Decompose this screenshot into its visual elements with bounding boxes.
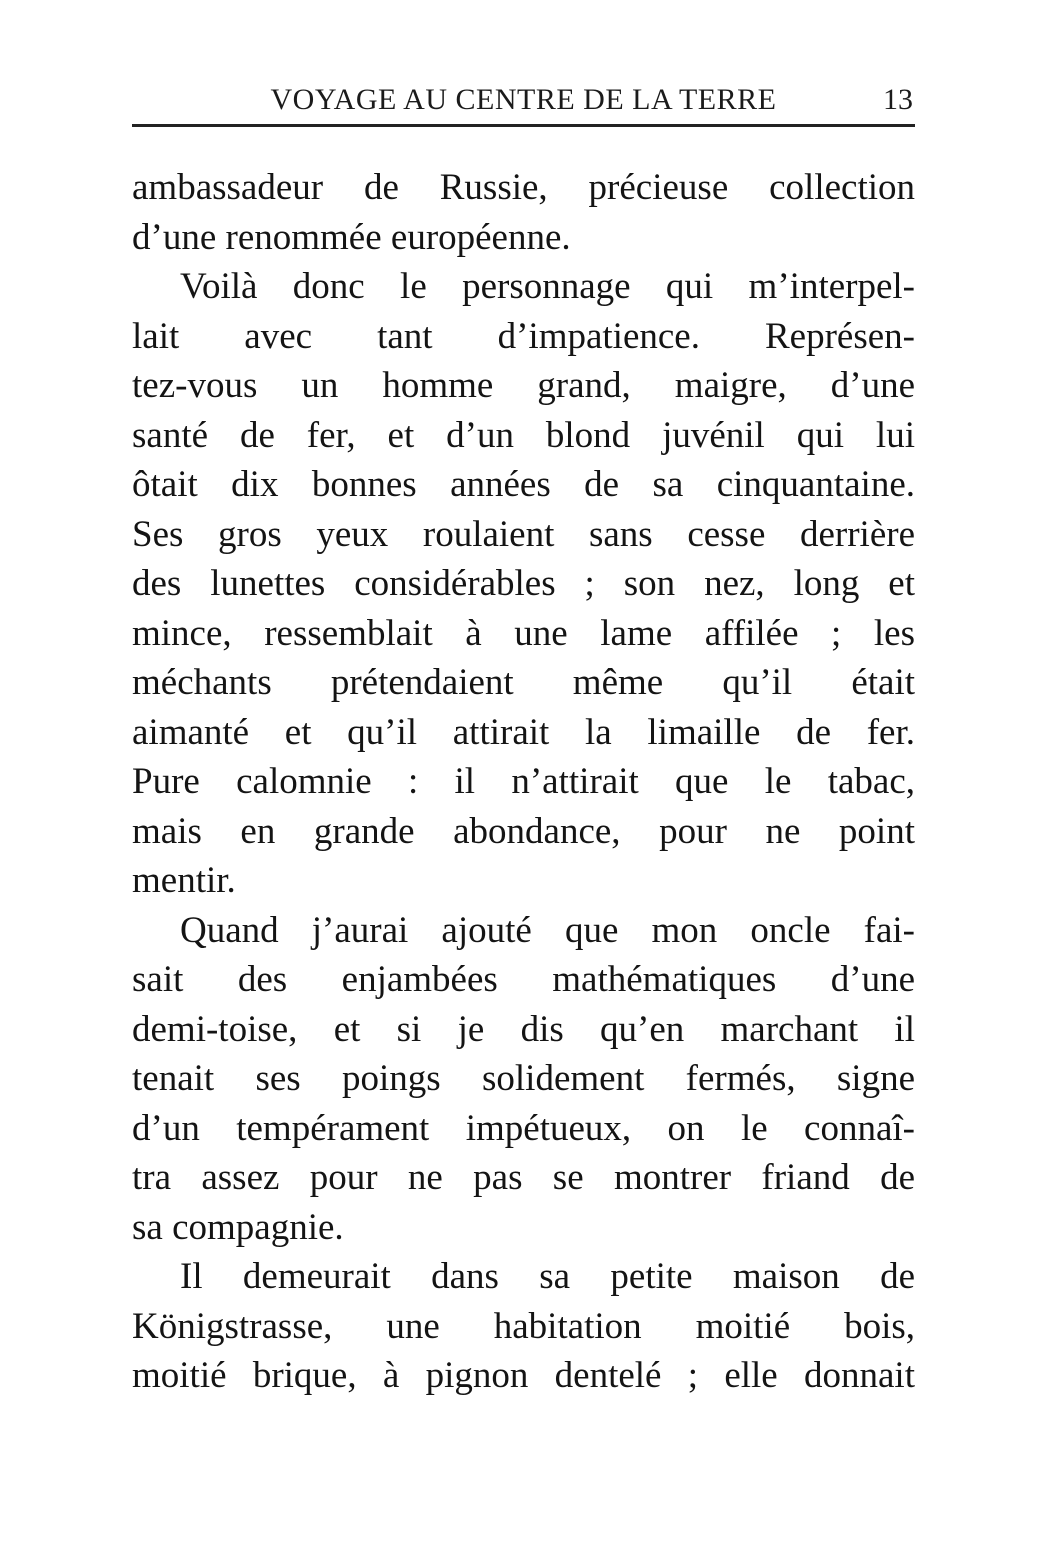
text-line: Pure calomnie : il n’attirait que le tabac, — [132, 761, 915, 802]
page-number: 13 — [883, 83, 913, 116]
text-line: mais en grande abondance, pour ne point — [132, 810, 915, 852]
text-line: sait des enjambées mathématiques d’une — [132, 959, 915, 1000]
text-line: mentir. — [132, 860, 236, 901]
text-line: Voilà donc le personnage qui m’interpel- — [180, 266, 915, 307]
text-line: Quand j’aurai ajouté que mon oncle fai- — [180, 909, 915, 951]
page-body — [132, 163, 915, 1401]
text-line: mince, ressemblait à une lame affilée ; les — [132, 612, 915, 654]
text-line: santé de fer, et d’un blond juvénil qui lui — [132, 414, 915, 456]
page-header — [132, 85, 915, 119]
running-title: VOYAGE AU CENTRE DE LA TERRE — [270, 83, 777, 116]
text-line: méchants prétendaient même qu’il était — [132, 662, 915, 703]
text-line: Ses gros yeux roulaient sans cesse derrière — [132, 513, 915, 555]
text-line: sa compagnie. — [132, 1206, 344, 1248]
text-line: Königstrasse, une habitation moitié bois, — [132, 1305, 915, 1347]
text-line: aimanté et qu’il attirait la limaille de fer. — [132, 711, 915, 753]
text-line: tenait ses poings solidement fermés, signe — [132, 1058, 915, 1099]
text-line: des lunettes considérables ; son nez, long et — [132, 563, 915, 604]
text-line: tra assez pour ne pas se montrer friand de — [132, 1157, 915, 1198]
header-rule — [132, 124, 915, 127]
text-line: lait avec tant d’impatience. Représen- — [132, 315, 915, 357]
text-line: demi-toise, et si je dis qu’en marchant il — [132, 1008, 915, 1050]
text-line: ambassadeur de Russie, précieuse collection — [132, 167, 915, 208]
text-line: d’un tempérament impétueux, on le connaî- — [132, 1107, 915, 1149]
text-line: d’une renommée européenne. — [132, 216, 571, 258]
text-line: ôtait dix bonnes années de sa cinquantaine. — [132, 464, 915, 505]
text-line: Il demeurait dans sa petite maison de — [180, 1256, 915, 1297]
text-line: moitié brique, à pignon dentelé ; elle donnait — [132, 1355, 915, 1396]
text-line: tez-vous un homme grand, maigre, d’une — [132, 365, 915, 406]
